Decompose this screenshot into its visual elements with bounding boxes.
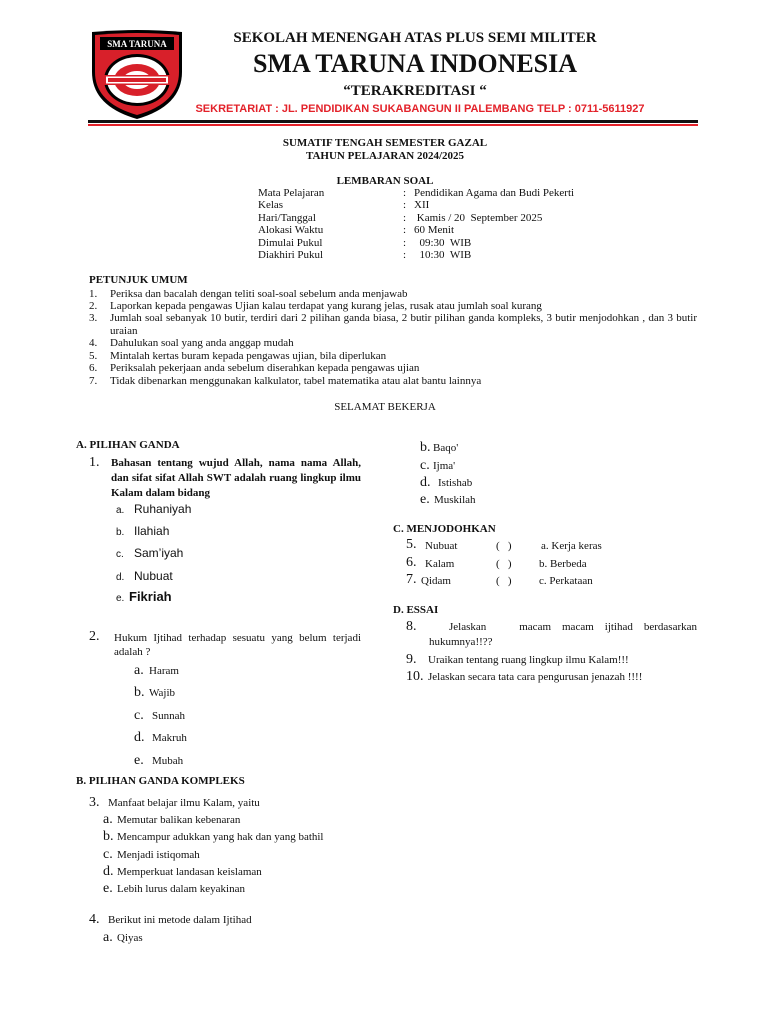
option-d[interactable] bbox=[134, 730, 187, 746]
info-label: Kelas bbox=[258, 199, 284, 211]
school-name: SMA TARUNA INDONESIA bbox=[252, 49, 578, 78]
option-c[interactable] bbox=[134, 708, 185, 724]
question-1 bbox=[89, 456, 361, 501]
list-item bbox=[89, 288, 697, 301]
info-label: Mata Pelajaran bbox=[258, 187, 325, 199]
svg-text:SMA TARUNA: SMA TARUNA bbox=[107, 39, 167, 49]
option-c[interactable] bbox=[103, 847, 200, 863]
option-a[interactable] bbox=[103, 930, 143, 946]
option-letter: d. bbox=[103, 864, 114, 879]
row-number: 5. bbox=[406, 537, 417, 552]
item-text: Mintalah kertas buram kepada pengawas ujian, bila diperlukan bbox=[110, 350, 387, 362]
question-number: 1. bbox=[89, 455, 100, 470]
option-e[interactable] bbox=[134, 753, 183, 769]
header-divider-thick bbox=[88, 120, 698, 123]
answer-blank[interactable]: ( ) bbox=[496, 575, 512, 587]
answer-blank[interactable]: ( ) bbox=[496, 540, 512, 552]
option-letter: b. bbox=[134, 685, 145, 700]
option-text: Makruh bbox=[152, 732, 187, 744]
option-e[interactable] bbox=[103, 881, 245, 897]
question-number: 3. bbox=[89, 795, 100, 810]
option-text: Muskilah bbox=[434, 494, 476, 506]
item-text: Jumlah soal sebanyak 10 butir, terdiri dari 2 pilihan ganda biasa, 2 butir pilihan ganda kompleks, 3 butir menjodohkan , dan 3 butir uraian bbox=[110, 312, 697, 337]
info-separator: : bbox=[403, 249, 407, 261]
option-letter: b. bbox=[116, 527, 125, 538]
accreditation: “TERAKREDITASI “ bbox=[343, 83, 487, 99]
list-item bbox=[89, 312, 697, 337]
option-text: Wajib bbox=[149, 687, 175, 699]
option-letter: e. bbox=[134, 753, 144, 768]
option-text: Mubah bbox=[152, 755, 184, 767]
exam-year: TAHUN PELAJARAN 2024/2025 bbox=[305, 150, 465, 162]
option-text: Qiyas bbox=[117, 932, 143, 944]
header-line1: SEKOLAH MENENGAH ATAS PLUS SEMI MILITER bbox=[233, 30, 597, 46]
option-letter: a. bbox=[103, 930, 113, 945]
option-letter: a. bbox=[134, 663, 144, 678]
option-b[interactable] bbox=[134, 685, 175, 701]
option-a[interactable] bbox=[103, 812, 240, 828]
school-address: SEKRETARIAT : JL. PENDIDIKAN SUKABANGUN II PALEMBANG TELP : 0711-5611927 bbox=[195, 103, 645, 115]
option-d[interactable] bbox=[116, 569, 173, 583]
question-text: Bahasan tentang wujud Allah, nama nama Allah, dan sifat sifat Allah SWT adalah ruang lingkup ilmu Kalam dalam bidang bbox=[111, 457, 361, 499]
info-value: 60 Menit bbox=[414, 224, 455, 236]
item-text: Periksalah pekerjaan anda sebelum diserahkan kepada pengawas ujian bbox=[110, 362, 420, 374]
option-text: Memutar balikan kebenaran bbox=[117, 814, 241, 826]
list-item bbox=[89, 375, 697, 388]
list-item bbox=[89, 362, 697, 375]
info-separator: : bbox=[403, 224, 407, 236]
question-text: Jelaskan secara tata cara pengurusan jenazah !!!! bbox=[428, 671, 643, 683]
question-10 bbox=[406, 670, 697, 685]
info-label: Alokasi Waktu bbox=[258, 224, 324, 236]
option-letter: c. bbox=[420, 458, 430, 473]
question-8 bbox=[406, 619, 700, 650]
question-number: 4. bbox=[89, 912, 100, 927]
row-number: 7. bbox=[406, 572, 417, 587]
option-d[interactable] bbox=[420, 475, 472, 491]
item-number: 5. bbox=[89, 350, 98, 362]
info-separator: : bbox=[403, 212, 407, 224]
section-b-heading: B. PILIHAN GANDA KOMPLEKS bbox=[76, 775, 245, 787]
info-label: Dimulai Pukul bbox=[258, 237, 323, 249]
option-letter: e. bbox=[420, 492, 430, 507]
item-number: 4. bbox=[89, 337, 98, 349]
option-text: Ilahiah bbox=[134, 524, 170, 538]
row-match: a. Kerja keras bbox=[541, 540, 602, 552]
option-letter: d. bbox=[116, 572, 125, 583]
row-term: Kalam bbox=[425, 558, 455, 570]
question-number: 9. bbox=[406, 652, 417, 667]
item-text: Dahulukan soal yang anda anggap mudah bbox=[110, 337, 294, 349]
question-number: 10. bbox=[406, 669, 424, 684]
row-term: Qidam bbox=[421, 575, 451, 587]
option-c[interactable] bbox=[116, 546, 183, 560]
option-letter: d. bbox=[420, 475, 431, 490]
option-a[interactable] bbox=[116, 502, 191, 516]
option-d[interactable] bbox=[103, 864, 262, 880]
question-number: 2. bbox=[89, 629, 100, 644]
item-text: Periksa dan bacalah dengan teliti soal-soal sebelum anda menjawab bbox=[110, 288, 408, 300]
instructions-heading: PETUNJUK UMUM bbox=[89, 274, 188, 286]
info-value: XII bbox=[414, 199, 430, 211]
option-letter: c. bbox=[103, 847, 113, 862]
question-text: Hukum Ijtihad terhadap sesuatu yang belum terjadi adalah ? bbox=[114, 632, 361, 658]
info-value: Kamis / 20 September 2025 bbox=[414, 212, 543, 224]
row-term: Nubuat bbox=[425, 540, 458, 552]
option-text: Fikriah bbox=[129, 589, 172, 604]
info-label: Hari/Tanggal bbox=[258, 212, 316, 224]
option-text: Sunnah bbox=[152, 710, 185, 722]
option-b[interactable] bbox=[420, 440, 458, 456]
info-value: Pendidikan Agama dan Budi Pekerti bbox=[414, 187, 575, 199]
option-text: Baqo' bbox=[433, 442, 459, 454]
exam-title: SUMATIF TENGAH SEMESTER GAZAL bbox=[282, 137, 488, 149]
question-text: Manfaat belajar ilmu Kalam, yaitu bbox=[108, 797, 260, 809]
option-a[interactable] bbox=[134, 663, 179, 679]
section-c-heading: C. MENJODOHKAN bbox=[393, 523, 496, 535]
option-text: Lebih lurus dalam keyakinan bbox=[117, 883, 245, 895]
option-letter: a. bbox=[103, 812, 113, 827]
question-4 bbox=[89, 913, 389, 928]
answer-blank[interactable]: ( ) bbox=[496, 558, 512, 570]
exam-sheet: LEMBARAN SOAL bbox=[336, 175, 434, 187]
option-c[interactable] bbox=[420, 458, 455, 474]
option-text: Mencampur adukkan yang hak dan yang bathil bbox=[117, 831, 324, 843]
item-number: 6. bbox=[89, 362, 98, 374]
option-letter: a. bbox=[116, 505, 125, 516]
row-match: c. Perkataan bbox=[539, 575, 593, 587]
info-separator: : bbox=[403, 237, 407, 249]
option-letter: d. bbox=[134, 730, 145, 745]
row-match: b. Berbeda bbox=[539, 558, 587, 570]
item-text: Laporkan kepada pengawas Ujian kalau terdapat yang kurang jelas, rusak atau jumlah soal kurang bbox=[110, 300, 542, 312]
list-item bbox=[89, 337, 697, 350]
option-e[interactable] bbox=[420, 492, 476, 508]
option-text: Sam’iyah bbox=[134, 546, 184, 560]
option-b[interactable] bbox=[103, 829, 324, 845]
question-number: 8. bbox=[406, 619, 417, 634]
item-number: 2. bbox=[89, 300, 98, 312]
option-text: Ijma' bbox=[433, 460, 456, 472]
question-2 bbox=[89, 631, 361, 659]
info-value: 09:30 WIB bbox=[414, 237, 472, 249]
option-text: Ruhaniyah bbox=[134, 502, 192, 516]
closing-text: SELAMAT BEKERJA bbox=[334, 401, 436, 413]
item-number: 1. bbox=[89, 288, 98, 300]
option-letter: b. bbox=[420, 440, 431, 455]
info-label: Diakhiri Pukul bbox=[258, 249, 324, 261]
item-number: 7. bbox=[89, 375, 98, 387]
question-text: Uraikan tentang ruang lingkup ilmu Kalam!!! bbox=[428, 654, 629, 666]
row-number: 6. bbox=[406, 555, 417, 570]
option-letter: c. bbox=[134, 708, 144, 723]
question-text: Berikut ini metode dalam Ijtihad bbox=[108, 914, 252, 926]
option-text: Haram bbox=[149, 665, 179, 677]
option-letter: b. bbox=[103, 829, 114, 844]
list-item bbox=[89, 350, 697, 363]
question-text: Jelaskan macam macam ijtihad berdasarkan hukumnya!!?? bbox=[429, 621, 700, 648]
info-separator: : bbox=[403, 187, 407, 199]
section-d-heading: D. ESSAI bbox=[393, 604, 439, 616]
header-divider-red bbox=[88, 124, 698, 126]
item-number: 3. bbox=[89, 312, 98, 324]
option-letter: e. bbox=[103, 881, 113, 896]
option-text: Nubuat bbox=[134, 569, 173, 583]
option-e[interactable] bbox=[116, 589, 172, 604]
info-value: 10:30 WIB bbox=[414, 249, 472, 261]
option-text: Memperkuat landasan keislaman bbox=[117, 866, 262, 878]
question-9 bbox=[406, 653, 697, 668]
item-text: Tidak dibenarkan menggunakan kalkulator, tabel matematika atau alat bantu lainnya bbox=[110, 375, 482, 387]
section-a-heading: A. PILIHAN GANDA bbox=[76, 439, 180, 451]
option-text: Menjadi istiqomah bbox=[117, 849, 200, 861]
list-item bbox=[89, 300, 697, 313]
option-letter: c. bbox=[116, 549, 124, 560]
info-separator: : bbox=[403, 199, 407, 211]
option-b[interactable] bbox=[116, 524, 169, 538]
option-letter: e. bbox=[116, 593, 125, 604]
option-text: Istishab bbox=[438, 477, 473, 489]
question-3 bbox=[89, 796, 389, 811]
